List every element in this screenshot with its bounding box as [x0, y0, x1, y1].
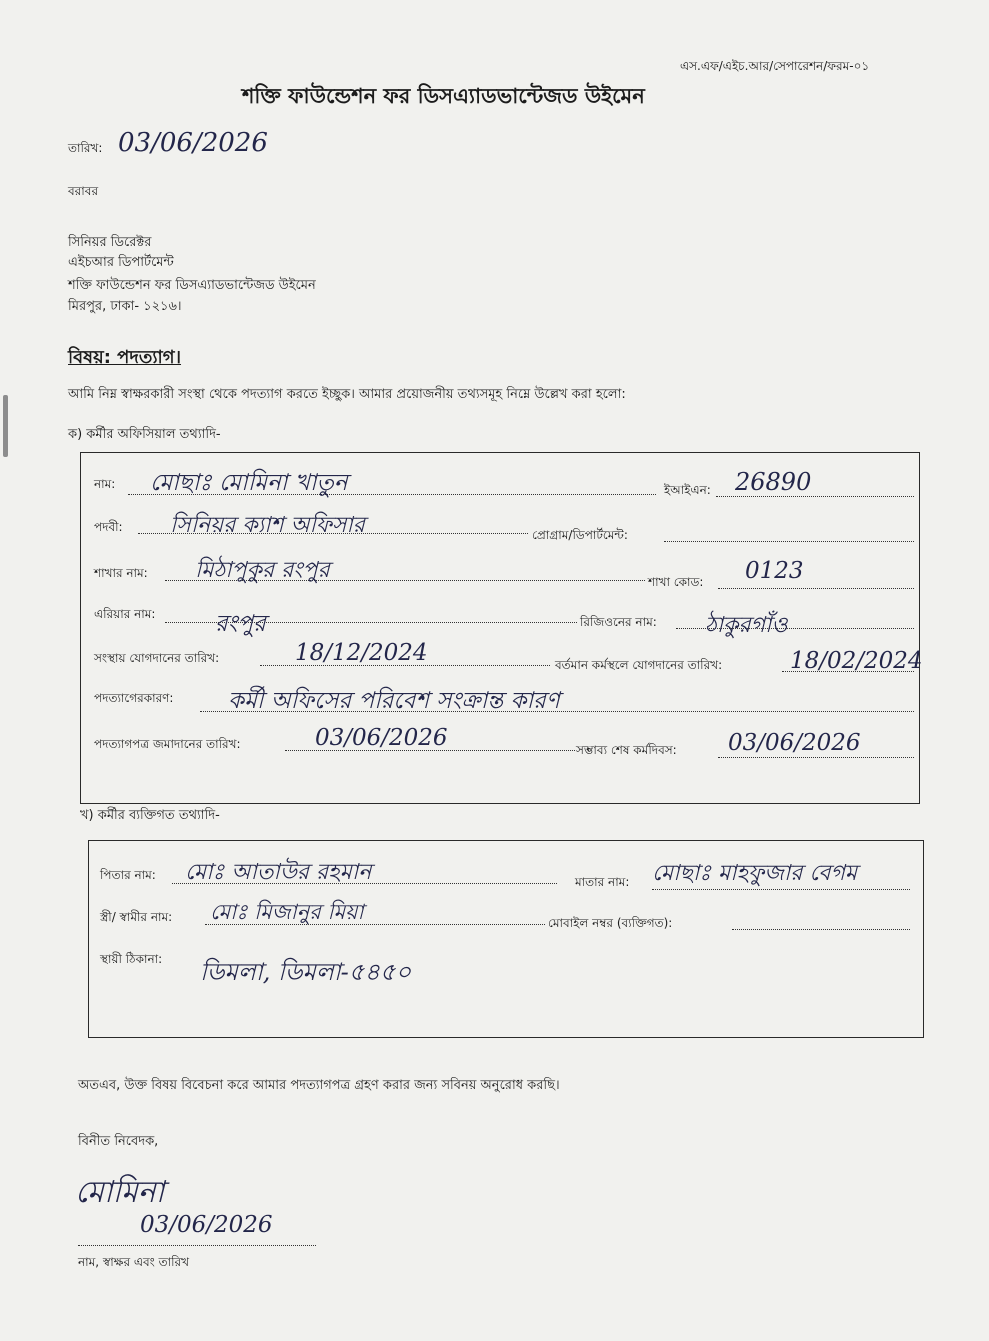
- branch-code-label: শাখা কোড:: [648, 575, 704, 589]
- address-value: ডিমলা, ডিমলা-৫৪৫০: [200, 958, 412, 986]
- addressee-line4: মিরপুর, ঢাকা- ১২১৬।: [68, 299, 182, 314]
- ein-value: 26890: [735, 468, 812, 496]
- last-day-line: [718, 757, 914, 758]
- sign-date: 03/06/2026: [140, 1212, 273, 1238]
- region-label: রিজিওনের নাম:: [580, 615, 657, 629]
- father-label: পিতার নাম:: [100, 868, 156, 882]
- area-label: এরিয়ার নাম:: [94, 607, 156, 621]
- program-line: [664, 541, 914, 542]
- submit-date-label: পদত্যাগপত্র জমাদানের তারিখ:: [94, 737, 241, 751]
- ein-line: [716, 496, 914, 497]
- scan-edge-mark: [3, 395, 8, 457]
- submit-date-value: 03/06/2026: [315, 725, 448, 751]
- mobile-label: মোবাইল নম্বর (ব্যক্তিগত):: [548, 916, 673, 930]
- branch-label: শাখার নাম:: [94, 566, 148, 580]
- regards: বিনীত নিবেদক,: [78, 1134, 159, 1149]
- current-join-value: 18/02/2024: [790, 648, 923, 674]
- last-day-value: 03/06/2026: [728, 730, 861, 756]
- signature-caption: নাম, স্বাক্ষর এবং তারিখ: [78, 1255, 190, 1269]
- subject: বিষয়: পদত্যাগ।: [68, 347, 182, 368]
- branch-code-value: 0123: [745, 558, 804, 584]
- signature: মোমিনা: [75, 1175, 165, 1210]
- to-label: বরাবর: [68, 184, 99, 198]
- name-value: মোছাঃ মোমিনা খাতুন: [150, 470, 348, 496]
- region-value: ঠাকুরগাঁও: [705, 613, 788, 638]
- current-join-label: বর্তমান কর্মস্থলে যোগদানের তারিখ:: [555, 658, 723, 672]
- name-label: নাম:: [94, 477, 116, 491]
- date-value: 03/06/2026: [118, 128, 268, 158]
- reason-label: পদত্যাগেরকারণ:: [94, 691, 174, 705]
- section-b-heading: খ) কর্মীর ব্যক্তিগত তথ্যাদি-: [80, 808, 220, 823]
- spouse-value: মোঃ মিজানুর মিয়া: [210, 900, 364, 924]
- area-value: রংপুর: [215, 611, 266, 637]
- section-a-heading: ক) কর্মীর অফিসিয়াল তথ্যাদি-: [68, 427, 221, 442]
- closing-text: অতএব, উক্ত বিষয় বিবেচনা করে আমার পদত্যাগপত্র গ্রহণ করার জন্য সবিনয় অনুরোধ করছি।: [78, 1078, 560, 1093]
- addressee-line1: সিনিয়র ডিরেক্টর: [68, 235, 152, 250]
- last-day-label: সম্ভাব্য শেষ কর্মদিবস:: [576, 743, 677, 757]
- signature-line: [78, 1245, 316, 1246]
- designation-value: সিনিয়র ক্যাশ অফিসার: [170, 513, 365, 538]
- form-code: এস.এফ/এইচ.আর/সেপারেশন/ফরম-০১: [680, 59, 870, 73]
- addressee-line2: এইচআর ডিপার্টমেন্ট: [68, 255, 174, 270]
- org-title: শক্তি ফাউন্ডেশন ফর ডিসএ্যাডভান্টেজড উইমেন: [242, 84, 645, 108]
- father-value: মোঃ আতাউর রহমান: [185, 860, 372, 885]
- intro-text: আমি নিম্ন স্বাক্ষরকারী সংস্থা থেকে পদত্যাগ করতে ইচ্ছুক। আমার প্রয়োজনীয় তথ্যসমূহ নিম্নে উল্লেখ করা হলো:: [68, 387, 626, 402]
- join-date-label: সংস্থায় যোগদানের তারিখ:: [94, 651, 220, 665]
- designation-label: পদবী:: [94, 520, 123, 534]
- branch-code-line: [718, 588, 914, 589]
- reason-value: কর্মী অফিসের পরিবেশ সংক্রান্ত কারণ: [228, 688, 560, 714]
- spouse-label: স্ত্রী/ স্বামীর নাম:: [100, 910, 173, 924]
- mobile-line: [732, 929, 910, 930]
- addressee-line3: শক্তি ফাউন্ডেশন ফর ডিসএ্যাডভান্টেজড উইমেন: [68, 278, 316, 293]
- mother-label: মাতার নাম:: [575, 875, 630, 889]
- join-date-value: 18/12/2024: [295, 640, 428, 666]
- date-label: তারিখ:: [68, 141, 103, 155]
- address-label: স্থায়ী ঠিকানা:: [100, 952, 163, 966]
- mother-value: মোছাঃ মাহফুজার বেগম: [652, 861, 858, 886]
- branch-value: মিঠাপুকুর রংপুর: [195, 558, 330, 583]
- program-label: প্রোগ্রাম/ডিপার্টমেন্ট:: [532, 528, 628, 542]
- ein-label: ইআইএন:: [664, 483, 711, 497]
